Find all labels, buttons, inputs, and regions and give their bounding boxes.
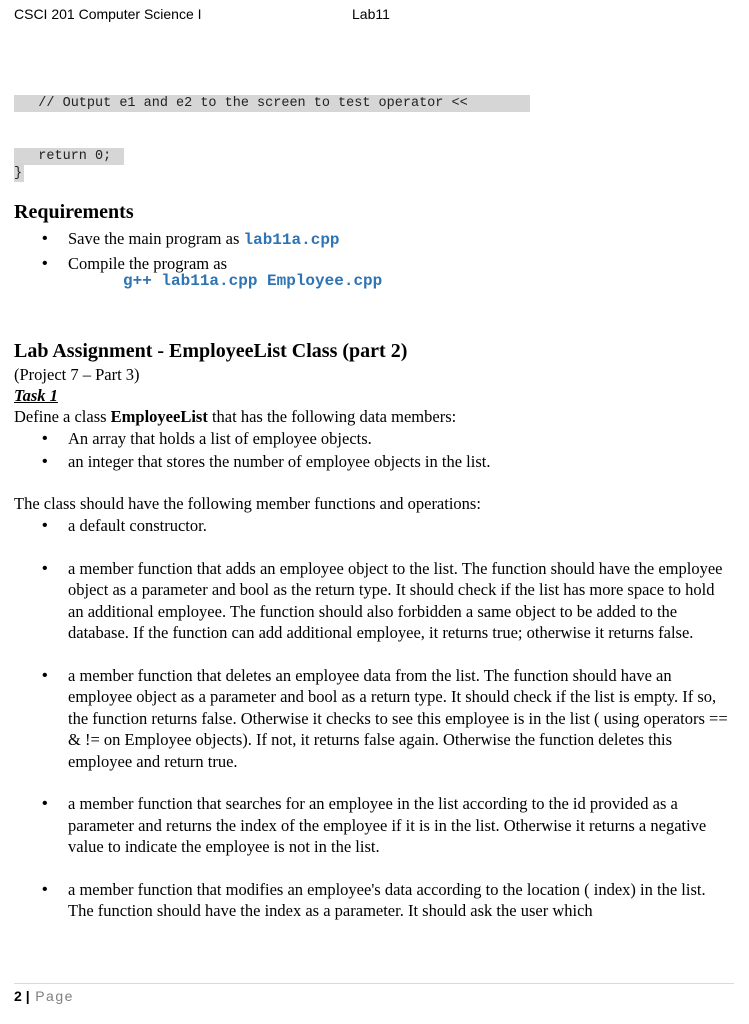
- requirement-save-text: Save the main program as: [68, 229, 244, 248]
- compile-command: g++ lab11a.cpp Employee.cpp: [123, 272, 383, 290]
- list-item: • An array that holds a list of employee objects.: [14, 428, 734, 450]
- code-comment-line: // Output e1 and e2 to the screen to test operator <<: [14, 95, 530, 112]
- data-members-list: [14, 428, 734, 472]
- task-label: Task 1: [14, 386, 58, 405]
- header-course: CSCI 201 Computer Science I: [14, 6, 202, 22]
- page-word: Page: [35, 988, 74, 1004]
- assignment-subtitle: (Project 7 – Part 3): [14, 365, 140, 384]
- page-number: 2: [14, 988, 22, 1004]
- requirement-save: [14, 228, 734, 252]
- requirements-heading: Requirements: [14, 201, 134, 223]
- list-item: • a member function that searches for an employee in the list according to the id provided as a parameter and returns the index of the employee if it is in the list. Otherwise it returns a negative value to indicate the employee is not in the list.: [14, 793, 734, 858]
- list-item: • a member function that adds an employee object to the list. The function should have the employee object as a parameter and bool as the return type. It should check if the list has more space to hold an additional employee. The function should also forbidden a same object to be added to the database. If the function can add additional employee, it returns true; otherwise it returns false.: [14, 558, 734, 644]
- requirement-compile-text: Compile the program as: [68, 253, 228, 273]
- footer-divider: [14, 983, 734, 984]
- list-item: • a member function that deletes an employee data from the list. The function should have an employee object as a parameter and bool as a return type. It should check if the list is empty. If so, the function returns false. Otherwise it checks to see this employee is in the list ( using operators == & != on Employee objects). If not, it returns false again. Otherwise the function deletes this employee and return true.: [14, 665, 734, 773]
- assignment-heading: Lab Assignment - EmployeeList Class (part 2): [14, 340, 408, 362]
- functions-list: [14, 515, 734, 922]
- code-return-line: return 0;: [14, 148, 124, 165]
- list-item: • a default constructor.: [14, 515, 734, 537]
- define-sentence: [14, 406, 734, 427]
- define-prefix: Define a class: [14, 407, 111, 426]
- functions-intro: The class should have the following member functions and operations:: [14, 494, 481, 513]
- list-item: • an integer that stores the number of employee objects in the list.: [14, 451, 734, 473]
- code-closing-brace: }: [14, 166, 23, 181]
- define-suffix: that has the following data members:: [207, 407, 457, 426]
- list-item: • a member function that modifies an employee's data according to the location ( index) in the list. The function should have the index as a parameter. It should ask the user which: [14, 879, 734, 922]
- requirement-compile: [14, 253, 734, 275]
- class-name: EmployeeList: [110, 407, 208, 426]
- page-footer: [14, 988, 74, 1004]
- filename-code: lab11a.cpp: [243, 231, 340, 249]
- header-lab: Lab11: [352, 6, 390, 22]
- footer-separator: |: [25, 988, 32, 1004]
- requirements-list: [14, 228, 734, 274]
